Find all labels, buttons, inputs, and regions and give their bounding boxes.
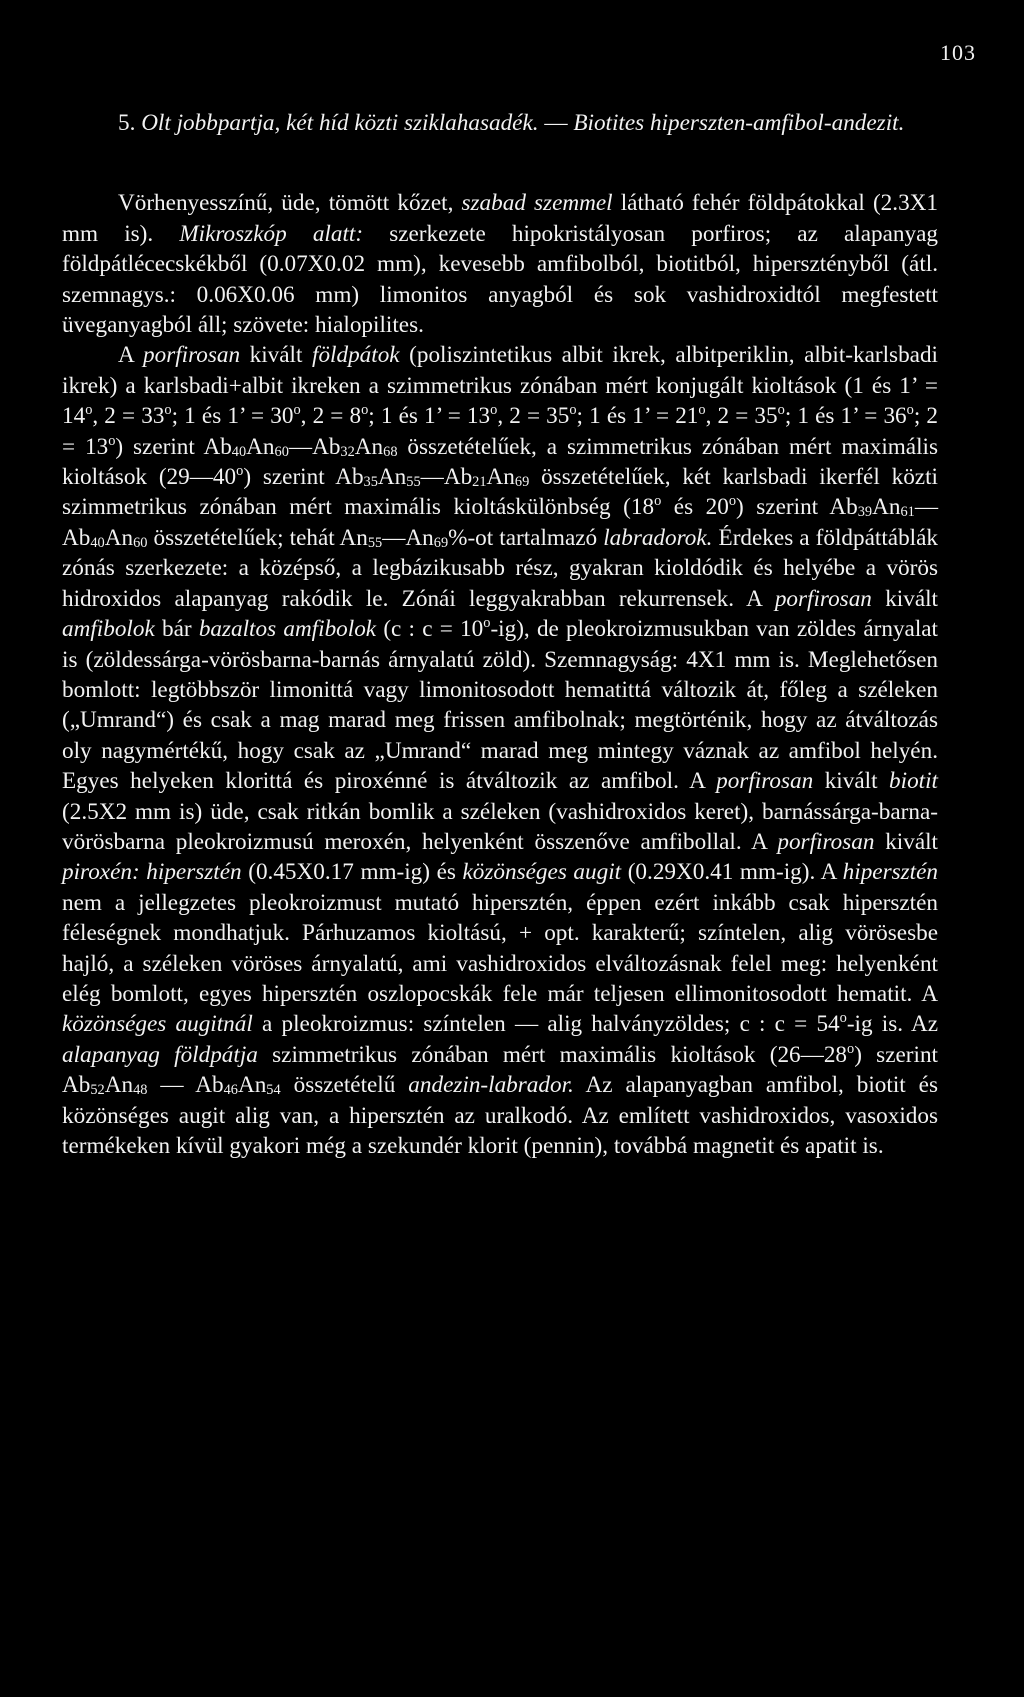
italic-term: hipersztén [842, 859, 938, 886]
italic-term: amfibolok [62, 616, 155, 643]
text-run: -ig), de pleokroizmusukban van zöldes árnyalat is (zöldessárga-vörösbarna-barnás árnyalatú zöld). Szemnagyság: 4X1 mm is. Meglehetősen bomlott: legtöbbször limonittá vagy limonitosodott hematittá változik át, főleg a széleken („Umrand“) és csak a mag marad meg frissen amfibolnak; megtörténik, hogy az átváltozás oly nagymértékű, hogy csak az „Umrand“ marad meg mintegy váznak az amfibol helyén. Egyes helyeken klorittá és piroxénné is átváltozik az amfibol. A [62, 616, 939, 795]
text-run: összetételűek, a szimmetrikus zónában mért maximális kioltások (29—40 [62, 433, 938, 491]
italic-term: közönséges augit [462, 859, 622, 886]
text-run: Vörhenyesszínű, üde, tömött kőzet, [118, 190, 462, 217]
heading-separator: — [538, 110, 574, 136]
subscript: 69 [514, 474, 530, 491]
degree-mark: o [108, 432, 116, 449]
degree-mark: o [777, 402, 785, 419]
text-run: ; 1 és 1’ = 36 [784, 403, 907, 430]
text-run: szimmetrikus zónában mért maximális kioltások (26—28 [257, 1041, 848, 1068]
italic-term: porfirosan [716, 768, 814, 795]
italic-term: bazaltos amfibolok [198, 616, 377, 643]
text-run: A [118, 342, 144, 369]
degree-mark: o [490, 402, 498, 419]
text-run: -ig is. Az [846, 1011, 938, 1038]
text-run: ; 2 = 13 [62, 403, 939, 460]
degree-mark: o [698, 402, 706, 419]
degree-mark: o [293, 402, 301, 419]
degree-mark: o [839, 1010, 847, 1027]
subscript: 40 [231, 443, 247, 460]
page-body [62, 108, 938, 1161]
italic-term: andezin-labrador. [408, 1072, 574, 1099]
degree-mark: o [483, 615, 491, 632]
text-run: %-ot tartalmazó [448, 524, 604, 551]
subscript: 60 [274, 443, 289, 460]
text-run: (c : c = 10 [376, 616, 484, 643]
text-run: An [246, 433, 275, 460]
subscript: 35 [363, 474, 378, 491]
text-run: ; 1 és 1’ = 21 [576, 403, 699, 430]
text-run: ) szerint Ab [736, 494, 858, 521]
degree-mark: o [728, 493, 737, 510]
degree-mark: o [85, 402, 93, 419]
italic-term: közönséges augitnál [62, 1011, 253, 1038]
degree-mark: o [236, 463, 244, 480]
text-run: kivált [240, 342, 312, 369]
italic-term: Mikroszkóp alatt: [179, 220, 364, 247]
italic-term: alapanyag földpátja [62, 1041, 258, 1068]
paragraph-description [62, 188, 938, 340]
text-run: Érdekes a földpáttáblák zónás szerkezete: a középső, a legbázikusabb rész, gyakran kioldódik és helyébe a vörös hidroxidos alapanyag rakódik le. Zónái leggyakrabban rekurrensek. A [62, 524, 938, 612]
page-number: 103 [940, 40, 976, 65]
text-run: kivált [874, 828, 938, 855]
text-run: An [872, 494, 901, 521]
text-run: , 2 = 33 [92, 403, 165, 430]
paragraph-minerals [62, 340, 938, 1161]
text-run: összetételűek, két karlsbadi ikerfél közti szimmetrikus zónában mért maximális kioltáskülönbség (18 [62, 464, 938, 521]
degree-mark: o [906, 402, 914, 419]
text-run: An [354, 433, 384, 460]
section-number: 5. [118, 110, 142, 136]
italic-term: porfirosan [143, 342, 241, 369]
text-run: , 2 = 8 [300, 403, 362, 430]
text-run: —Ab [288, 433, 341, 460]
text-run: , 2 = 35 [497, 403, 570, 430]
text-run: kivált [813, 768, 890, 795]
subscript: 52 [90, 1082, 105, 1099]
text-run: szerkezete hipokristályosan porfiros; az alapanyag földpátlécecskékből (0.07X0.02 mm), kevesebb amfibolból, biotitból, hipersztényből (átl. szemnagys.: 0.06X0.06 mm) limonitos anyagból és sok vashidroxidtól megfestett üveganyagból áll; szövete: hialopilites. [62, 220, 938, 339]
text-run: (poliszintetikus albit ikrek, albitperiklin, albit-karlsbadi ikrek) a karlsbadi+albit ikreken a szimmetrikus zónában mért konjugált kioltások (1 és 1’ = 14 [62, 342, 939, 430]
degree-mark: o [847, 1040, 855, 1057]
degree-mark: o [361, 402, 369, 419]
subscript: 39 [857, 504, 873, 521]
italic-term: porfirosan [774, 585, 872, 612]
text-run: látható fehér földpátokkal (2.3X1 mm is). [62, 190, 938, 247]
text-run: An [486, 464, 515, 491]
text-run: összetételű [280, 1072, 409, 1099]
text-run: (0.45X0.17 mm-ig) és [241, 859, 463, 886]
text-run: és 20 [661, 494, 729, 521]
text-run: , 2 = 35 [705, 403, 778, 430]
italic-term: piroxén: hipersztén [62, 859, 242, 886]
text-run: ) szerint Ab [115, 433, 232, 460]
text-run: — Ab [147, 1072, 224, 1099]
subscript: 40 [90, 534, 105, 551]
text-run: ) szerint Ab [243, 464, 364, 491]
subscript: 55 [367, 534, 383, 551]
subscript: 21 [472, 474, 487, 491]
degree-mark: o [164, 402, 172, 419]
locality-title: Olt jobbpartja, két híd közti sziklahasadék. [141, 110, 539, 136]
text-run: összetételűek; tehát An [147, 524, 368, 551]
text-run: a pleokroizmus: színtelen — alig halványzöldes; c : c = 54 [252, 1011, 840, 1038]
subscript: 61 [900, 504, 915, 521]
text-run: An [104, 524, 134, 551]
subscript: 46 [223, 1082, 238, 1099]
text-run: (0.29X0.41 mm-ig). A [621, 859, 843, 886]
text-run: An [104, 1072, 134, 1099]
text-run: ) szerint Ab [62, 1041, 938, 1099]
subscript: 68 [383, 443, 398, 460]
italic-term: labradorok. [603, 524, 713, 551]
text-run: An [377, 464, 407, 491]
text-run: (2.5X2 mm is) üde, csak ritkán bomlik a széleken (vashidroxidos keret), barnássárga-barna-vörösbarna pleokroizmusú meroxén, helyenként összenőve amfibollal. A [62, 798, 938, 855]
italic-term: porfirosan [777, 828, 875, 855]
text-run: —An [382, 524, 434, 551]
subscript: 55 [406, 474, 421, 491]
text-run: An [237, 1072, 267, 1099]
degree-mark: o [569, 402, 577, 419]
text-run: Az alapanyagban amfibol, biotit és közönséges augit alig van, a hipersztén az uralkodó. Az említett vashidroxidos, vasoxidos termékeken kívül gyakori még a szekundér klorit (pennin), továbbá magnetit és apatit is. [62, 1072, 938, 1159]
subscript: 54 [266, 1082, 281, 1099]
subscript: 69 [433, 534, 449, 551]
subscript: 48 [133, 1082, 148, 1099]
text-run: —Ab [62, 494, 938, 551]
text-run: ; 1 és 1’ = 13 [368, 403, 491, 430]
rock-name: Biotites hiperszten-amfibol-andezit. [573, 110, 905, 136]
text-run: bár [154, 616, 199, 643]
section-heading [62, 108, 938, 138]
italic-term: biotit [889, 768, 938, 795]
italic-term: földpátok [312, 342, 400, 369]
degree-mark: o [654, 493, 662, 510]
text-run: —Ab [420, 464, 473, 491]
text-run: ; 1 és 1’ = 30 [171, 403, 294, 430]
italic-term: szabad szemmel [461, 190, 613, 217]
subscript: 60 [133, 534, 148, 551]
text-run: nem a jellegzetes pleokroizmust mutató hipersztén, éppen ezért inkább csak hipersztén féleségnek mondhatjuk. Párhuzamos kioltású, + opt. karakterű; színtelen, alig vörösesbe hajló, a széleken vöröses árnyalatú, ami vashidroxidos elváltozásnak felel meg: helyenként elég bomlott, egyes hipersztén oszlopocskák fele már teljesen ellimonitosodott hematit. A [62, 889, 938, 1007]
subscript: 32 [340, 443, 355, 460]
text-run: kivált [871, 585, 938, 612]
